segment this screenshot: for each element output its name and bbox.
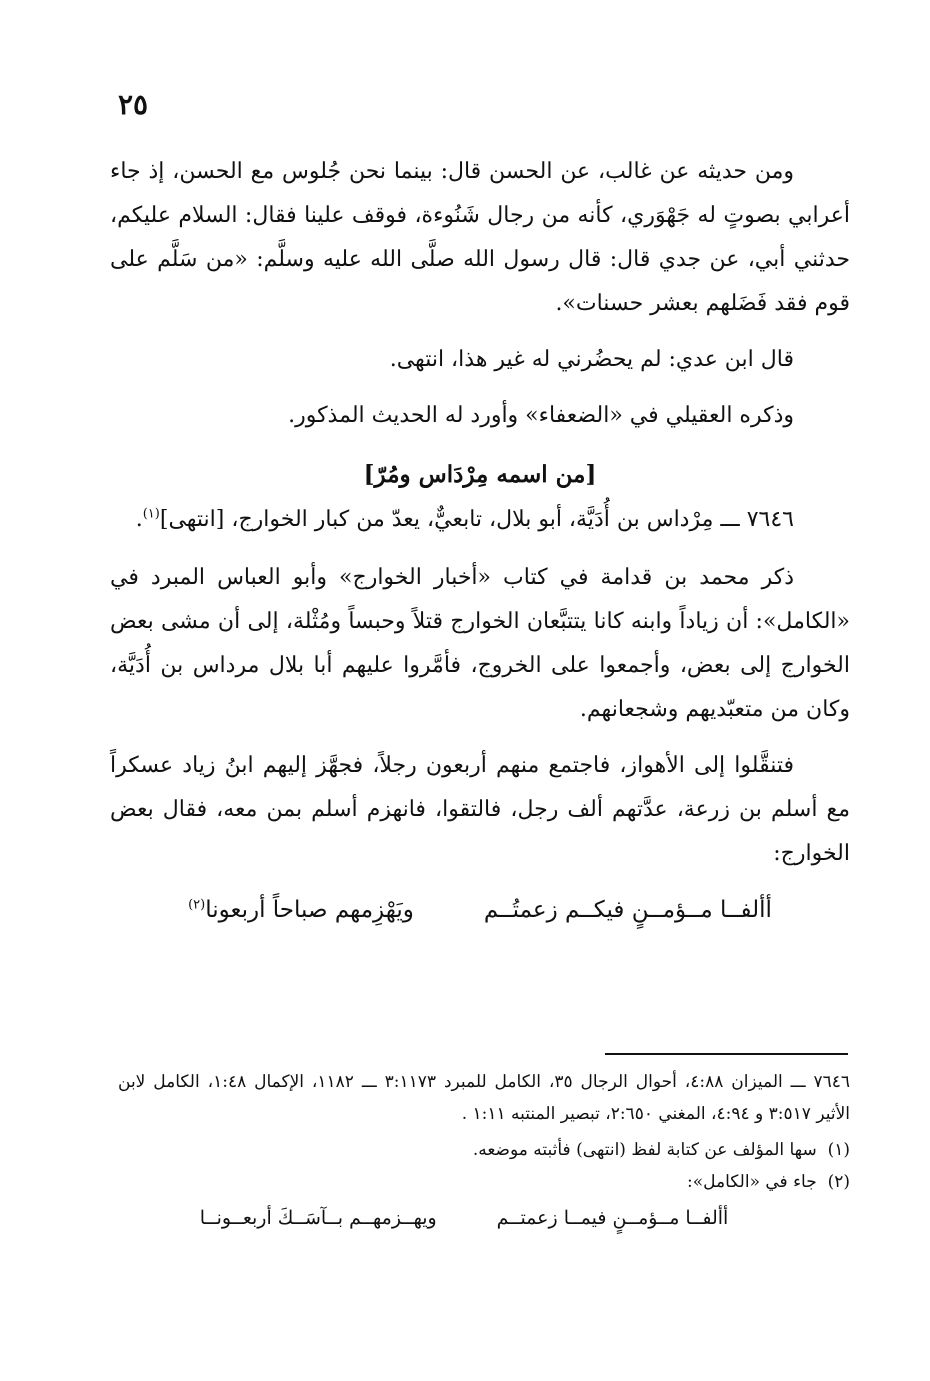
footnote-2-text: جاء في «الكامل»: <box>686 1172 817 1192</box>
footnote-separator <box>605 1053 848 1055</box>
section-heading: [من اسمه مِرْدَاس ومُرّ] <box>363 461 597 488</box>
footnotes-section <box>118 1066 850 1234</box>
verse-hemistich-1: أألفــا مــؤمــنٍ فيكــم زعمتُــم <box>483 897 772 923</box>
footnote-verse-hemistich-1: أألفــا مــؤمــنٍ فيمــا زعمتــم <box>496 1207 729 1229</box>
verse-hemistich-2: ويَهْزِمهم صباحاً أربعونا <box>205 897 414 923</box>
entry-number: ٧٦٤٦ <box>746 507 794 532</box>
footnote-ref-2[interactable]: (٢) <box>188 897 206 913</box>
paragraph-hadith: ومن حديثه عن غالب، عن الحسن قال: بينما نحن جُلوس مع الحسن، إذ جاء أعرابي بصوتٍ له جَهْوَري، كأنه من رجال شَنُوءة، فوقف علينا فقال: السلام عليكم، حدثني أبي، عن جدي قال: قال رسول الله صلَّى الله عليه وسلَّم: «من سَلَّم على قوم فقد فَضَلهم بعشر حسنات». <box>110 159 850 316</box>
page-number: ٢٥ <box>118 88 149 121</box>
footnote-1-marker: (١) <box>827 1140 850 1160</box>
entry-end: . <box>135 507 143 532</box>
paragraph-ahwaz: فتنقَّلوا إلى الأهواز، فاجتمع منهم أربعون رجلاً، فجهَّز إليهم ابنُ زياد عسكراً مع أسلم بن زرعة، عدَّتهم ألف رجل، فالتقوا، فانهزم أسلم بمن معه، فقال بعض الخوارج: <box>110 753 850 866</box>
footnote-verse-hemistich-2: ويهــزمهــم بــآسَــكَ أربعــونــا <box>199 1207 437 1229</box>
footnote-verse <box>118 1202 850 1234</box>
entry-text: ـــ مِرْداس بن أُدَيَّة، أبو بلال، تابعيٌّ، يعدّ من كبار الخوارج، [انتهى] <box>159 507 747 532</box>
biography-entry <box>110 498 850 542</box>
paragraph-ibn-adi: قال ابن عدي: لم يحضُرني له غير هذا، انتهى. <box>389 347 794 372</box>
poem-verse <box>110 888 850 932</box>
verse-hemistich-2-wrap <box>188 888 414 932</box>
footnote-2-marker: (٢) <box>827 1172 850 1192</box>
footnote-1 <box>118 1134 850 1166</box>
footnote-ref-1[interactable]: (١) <box>142 506 160 522</box>
paragraph-kamil: ذكر محمد بن قدامة في كتاب «أخبار الخوارج» وأبو العباس المبرد في «الكامل»: أن زياداً وابنه كانا يتتبَّعان الخوارج قتلاً وحبساً ومُثْلة، إلى أن مشى بعض الخوارج إلى بعض، وأجمعوا على الخروج، فأمَّروا عليهم أبا بلال مرداس بن أُدَيَّة، وكان من متعبّديهم وشجعانهم. <box>110 565 850 722</box>
footnote-2 <box>118 1166 850 1198</box>
main-text <box>110 150 850 932</box>
paragraph-uqayli: وذكره العقيلي في «الضعفاء» وأورد له الحديث المذكور. <box>288 403 794 428</box>
footnote-sources: ٧٦٤٦ ـــ الميزان ٤:٨٨، أحوال الرجال ٣٥، الكامل للمبرد ٣:١١٧٣ ـــ ١١٨٢، الإكمال ١:٤٨، الكامل لابن الأثير ٣:٥١٧ و ٤:٩٤، المغني ٢:٦٥٠، تبصير المنتبه ١:١١ . <box>118 1072 850 1124</box>
footnote-1-text: سها المؤلف عن كتابة لفظ (انتهى) فأثبته موضعه. <box>472 1140 817 1160</box>
